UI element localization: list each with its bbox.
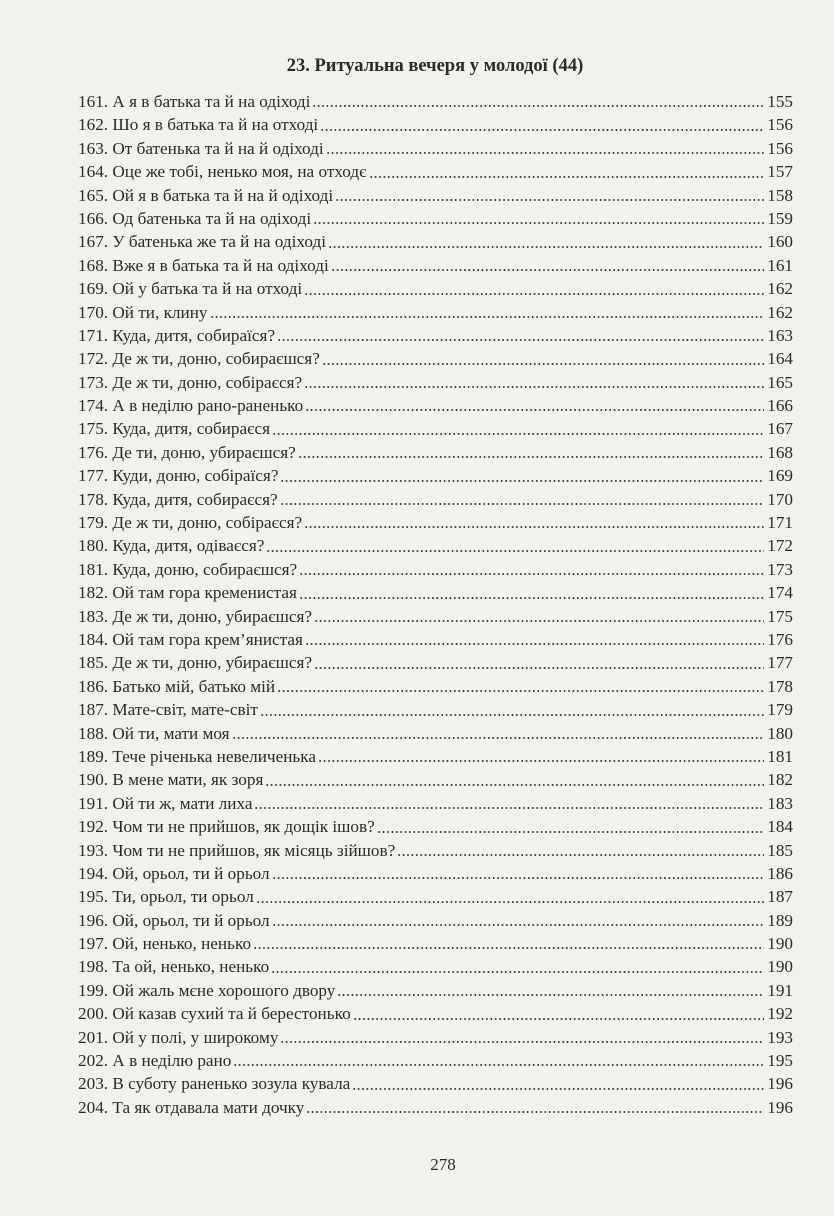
- toc-entry-page: 180: [767, 723, 793, 743]
- toc-entry-title: 172. Де ж ти, доню, собираєшся?: [78, 349, 320, 369]
- dot-leader: [299, 597, 764, 599]
- toc-entry-page: 195: [767, 1051, 793, 1071]
- toc-entry-page: 190: [767, 934, 793, 954]
- toc-entry: [78, 932, 793, 955]
- toc-entry-page: 170: [767, 489, 793, 509]
- dot-leader: [280, 1041, 764, 1043]
- toc-entry-page: 192: [767, 1004, 793, 1024]
- dot-leader: [335, 199, 764, 201]
- dot-leader: [306, 1111, 764, 1113]
- toc-entry: [78, 1072, 793, 1095]
- toc-entry-title: 177. Куди, доню, собіраїся?: [78, 466, 279, 486]
- toc-entry-title: 201. Ой у полі, у широкому: [78, 1027, 279, 1047]
- dot-leader: [210, 316, 765, 318]
- toc-entry-title: 166. Од батенька та й на одіході: [78, 208, 312, 228]
- dot-leader: [280, 503, 765, 505]
- toc-entry-page: 174: [767, 583, 793, 603]
- toc-entry-page: 177: [767, 653, 793, 673]
- dot-leader: [326, 152, 765, 154]
- toc-entry-title: 200. Ой казав сухий та й берестонько: [78, 1004, 351, 1024]
- dot-leader: [322, 363, 764, 365]
- toc-entry: [78, 441, 793, 464]
- toc-entry-title: 198. Та ой, ненько, ненько: [78, 957, 270, 977]
- dot-leader: [352, 1088, 764, 1090]
- dot-leader: [353, 1018, 765, 1020]
- toc-entry-title: 163. От батенька та й на й одіході: [78, 138, 324, 158]
- toc-entry-page: 162: [767, 302, 793, 322]
- toc-entry: [78, 581, 793, 604]
- toc-entry-title: 165. Ой я в батька та й на й одіході: [78, 185, 334, 205]
- dot-leader: [266, 550, 764, 552]
- toc-entry-page: 163: [767, 325, 793, 345]
- toc-entry-title: 204. Та як отдавала мати дочку: [78, 1097, 305, 1117]
- toc-entry-page: 156: [767, 138, 793, 158]
- toc-entry-title: 179. Де ж ти, доню, собіраєся?: [78, 513, 303, 533]
- toc-entry: [78, 558, 793, 581]
- dot-leader: [305, 409, 764, 411]
- toc-entry-page: 190: [767, 957, 793, 977]
- toc-entry-page: 160: [767, 232, 793, 252]
- dot-leader: [271, 971, 764, 973]
- page-number: 278: [430, 1155, 456, 1174]
- toc-entry: [78, 909, 793, 932]
- toc-entry-page: 157: [767, 162, 793, 182]
- toc-entry: [78, 534, 793, 557]
- toc-entry: [78, 885, 793, 908]
- toc-entry-page: 159: [767, 208, 793, 228]
- dot-leader: [272, 433, 764, 435]
- dot-leader: [314, 620, 764, 622]
- toc-entry: [78, 1026, 793, 1049]
- toc-entry-title: 176. Де ти, доню, убираєшся?: [78, 442, 296, 462]
- dot-leader: [304, 293, 764, 295]
- toc-entry-title: 202. А в неділю рано: [78, 1051, 232, 1071]
- toc-entry-page: 168: [767, 442, 793, 462]
- toc-entry-page: 184: [767, 817, 793, 837]
- toc-entry: [78, 277, 793, 300]
- dot-leader: [320, 129, 764, 131]
- toc-entry-page: 165: [767, 372, 793, 392]
- toc-entry-page: 162: [767, 279, 793, 299]
- toc-entry-title: 162. Шо я в батька та й на отході: [78, 115, 319, 135]
- dot-leader: [253, 947, 764, 949]
- dot-leader: [277, 339, 764, 341]
- toc-entry: [78, 90, 793, 113]
- toc-entry-page: 193: [767, 1027, 793, 1047]
- dot-leader: [397, 854, 764, 856]
- dot-leader: [272, 924, 765, 926]
- toc-entry: [78, 955, 793, 978]
- toc-entry-title: 174. А в неділю рано-раненько: [78, 396, 304, 416]
- toc-entry-page: 171: [767, 513, 793, 533]
- toc-entry: [78, 698, 793, 721]
- toc-entry-page: 167: [767, 419, 793, 439]
- toc-entry-page: 182: [767, 770, 793, 790]
- toc-entry-page: 173: [767, 559, 793, 579]
- toc-entry: [78, 137, 793, 160]
- toc-entry: [78, 1049, 793, 1072]
- toc-entry-title: 187. Мате-світ, мате-світ: [78, 700, 258, 720]
- toc-entry-title: 191. Ой ти ж, мати лиха: [78, 793, 253, 813]
- toc-entry-page: 186: [767, 863, 793, 883]
- toc-entry-title: 192. Чом ти не прийшов, як дощік ішов?: [78, 817, 375, 837]
- toc-entry: [78, 675, 793, 698]
- toc-entry: [78, 113, 793, 136]
- toc-entry-page: 169: [767, 466, 793, 486]
- toc-entry-title: 167. У батенька же та й на одіході: [78, 232, 326, 252]
- toc-entry: [78, 722, 793, 745]
- toc-entry-page: 161: [767, 255, 793, 275]
- toc-entry-page: 183: [767, 793, 793, 813]
- dot-leader: [272, 877, 765, 879]
- toc-entry-page: 176: [767, 629, 793, 649]
- toc-entry-page: 175: [767, 606, 793, 626]
- toc-entry: [78, 792, 793, 815]
- toc-entry: [78, 1096, 793, 1119]
- dot-leader: [314, 667, 764, 669]
- toc-entry: [78, 862, 793, 885]
- toc-entry-page: 191: [767, 980, 793, 1000]
- toc-entry-page: 155: [767, 92, 793, 111]
- toc-entry-page: 179: [767, 700, 793, 720]
- toc-entry-page: 156: [767, 115, 793, 135]
- toc-entry: [78, 417, 793, 440]
- toc-entry-title: 178. Куда, дитя, собираєся?: [78, 489, 278, 509]
- toc-entry-page: 196: [767, 1074, 793, 1094]
- dot-leader: [260, 714, 764, 716]
- dot-leader: [277, 690, 764, 692]
- dot-leader: [337, 994, 764, 996]
- toc-entry: [78, 347, 793, 370]
- toc-entry: [78, 651, 793, 674]
- dot-leader: [312, 105, 764, 107]
- dot-leader: [313, 222, 764, 224]
- toc-entry: [78, 464, 793, 487]
- toc-entry: [78, 511, 793, 534]
- toc-entry: [78, 324, 793, 347]
- toc-entry-title: 195. Ти, орьол, ти орьол: [78, 887, 254, 907]
- dot-leader: [305, 643, 764, 645]
- toc-entry-title: 171. Куда, дитя, собираїся?: [78, 325, 276, 345]
- dot-leader: [331, 269, 764, 271]
- toc-entry: [78, 254, 793, 277]
- dot-leader: [328, 246, 764, 248]
- toc-entry: [78, 1002, 793, 1025]
- toc-entry: [78, 768, 793, 791]
- toc-entry-title: 194. Ой, орьол, ти й орьол: [78, 863, 270, 883]
- toc-entry-title: 190. В мене мати, як зоря: [78, 770, 264, 790]
- toc-entry: [78, 488, 793, 511]
- toc-entry: [78, 605, 793, 628]
- dot-leader: [318, 760, 764, 762]
- dot-leader: [233, 1064, 764, 1066]
- toc-entry-title: 183. Де ж ти, доню, убираєшся?: [78, 606, 312, 626]
- toc-entry-page: 166: [767, 396, 793, 416]
- toc-entry: [78, 160, 793, 183]
- toc-entry-title: 180. Куда, дитя, одіваєся?: [78, 536, 265, 556]
- toc-entry: [78, 207, 793, 230]
- toc-entry-title: 203. В суботу раненько зозула кувала: [78, 1074, 351, 1094]
- toc-entry-title: 181. Куда, доню, собираєшся?: [78, 559, 298, 579]
- toc-entry-title: 182. Ой там гора кременистая: [78, 583, 297, 603]
- dot-leader: [369, 176, 765, 178]
- toc-entry-title: 186. Батько мій, батько мій: [78, 676, 276, 696]
- dot-leader: [299, 573, 764, 575]
- toc-entry-page: 187: [767, 887, 793, 907]
- toc-entry: [78, 815, 793, 838]
- toc-entry-title: 168. Вже я в батька та й на одіході: [78, 255, 329, 275]
- toc-entry-title: 161. А я в батька та й на одіході: [78, 92, 311, 111]
- dot-leader: [232, 737, 765, 739]
- dot-leader: [256, 901, 764, 903]
- toc-entry: [78, 745, 793, 768]
- toc-entry-title: 164. Оце же тобі, ненько моя, на отходє: [78, 162, 367, 182]
- toc-entry-page: 189: [767, 910, 793, 930]
- toc-entry-title: 189. Тече річенька невеличенька: [78, 746, 316, 766]
- toc-entry: [78, 301, 793, 324]
- table-of-contents: [78, 90, 793, 1119]
- toc-entry-title: 169. Ой у батька та й на отході: [78, 279, 303, 299]
- toc-entry: [78, 394, 793, 417]
- dot-leader: [298, 456, 764, 458]
- toc-entry-page: 158: [767, 185, 793, 205]
- toc-entry-page: 164: [767, 349, 793, 369]
- dot-leader: [304, 386, 764, 388]
- toc-entry-title: 197. Ой, ненько, ненько: [78, 934, 252, 954]
- toc-entry-title: 196. Ой, орьол, ти й орьол: [78, 910, 270, 930]
- toc-entry: [78, 230, 793, 253]
- toc-entry: [78, 839, 793, 862]
- toc-entry-page: 178: [767, 676, 793, 696]
- dot-leader: [304, 526, 764, 528]
- toc-entry-title: 175. Куда, дитя, собираєся: [78, 419, 271, 439]
- dot-leader: [265, 784, 764, 786]
- dot-leader: [280, 480, 764, 482]
- toc-entry-page: 181: [767, 746, 793, 766]
- toc-entry-title: 184. Ой там гора крем’янистая: [78, 629, 303, 649]
- toc-entry-title: 188. Ой ти, мати моя: [78, 723, 230, 743]
- toc-entry: [78, 979, 793, 1002]
- toc-entry-title: 173. Де ж ти, доню, собіраєся?: [78, 372, 303, 392]
- toc-entry: [78, 371, 793, 394]
- dot-leader: [377, 831, 764, 833]
- toc-entry: [78, 628, 793, 651]
- toc-entry: [78, 184, 793, 207]
- toc-entry-page: 185: [767, 840, 793, 860]
- toc-entry-page: 196: [767, 1097, 793, 1117]
- dot-leader: [254, 807, 764, 809]
- toc-entry-title: 199. Ой жаль мєне хорошого двору: [78, 980, 336, 1000]
- section-title: 23. Ритуальна вечеря у молодої (44): [286, 56, 584, 76]
- toc-entry-title: 170. Ой ти, клину: [78, 302, 208, 322]
- toc-entry-page: 172: [767, 536, 793, 556]
- toc-entry-title: 185. Де ж ти, доню, убираєшся?: [78, 653, 312, 673]
- toc-entry-title: 193. Чом ти не прийшов, як місяць зійшов?: [78, 840, 396, 860]
